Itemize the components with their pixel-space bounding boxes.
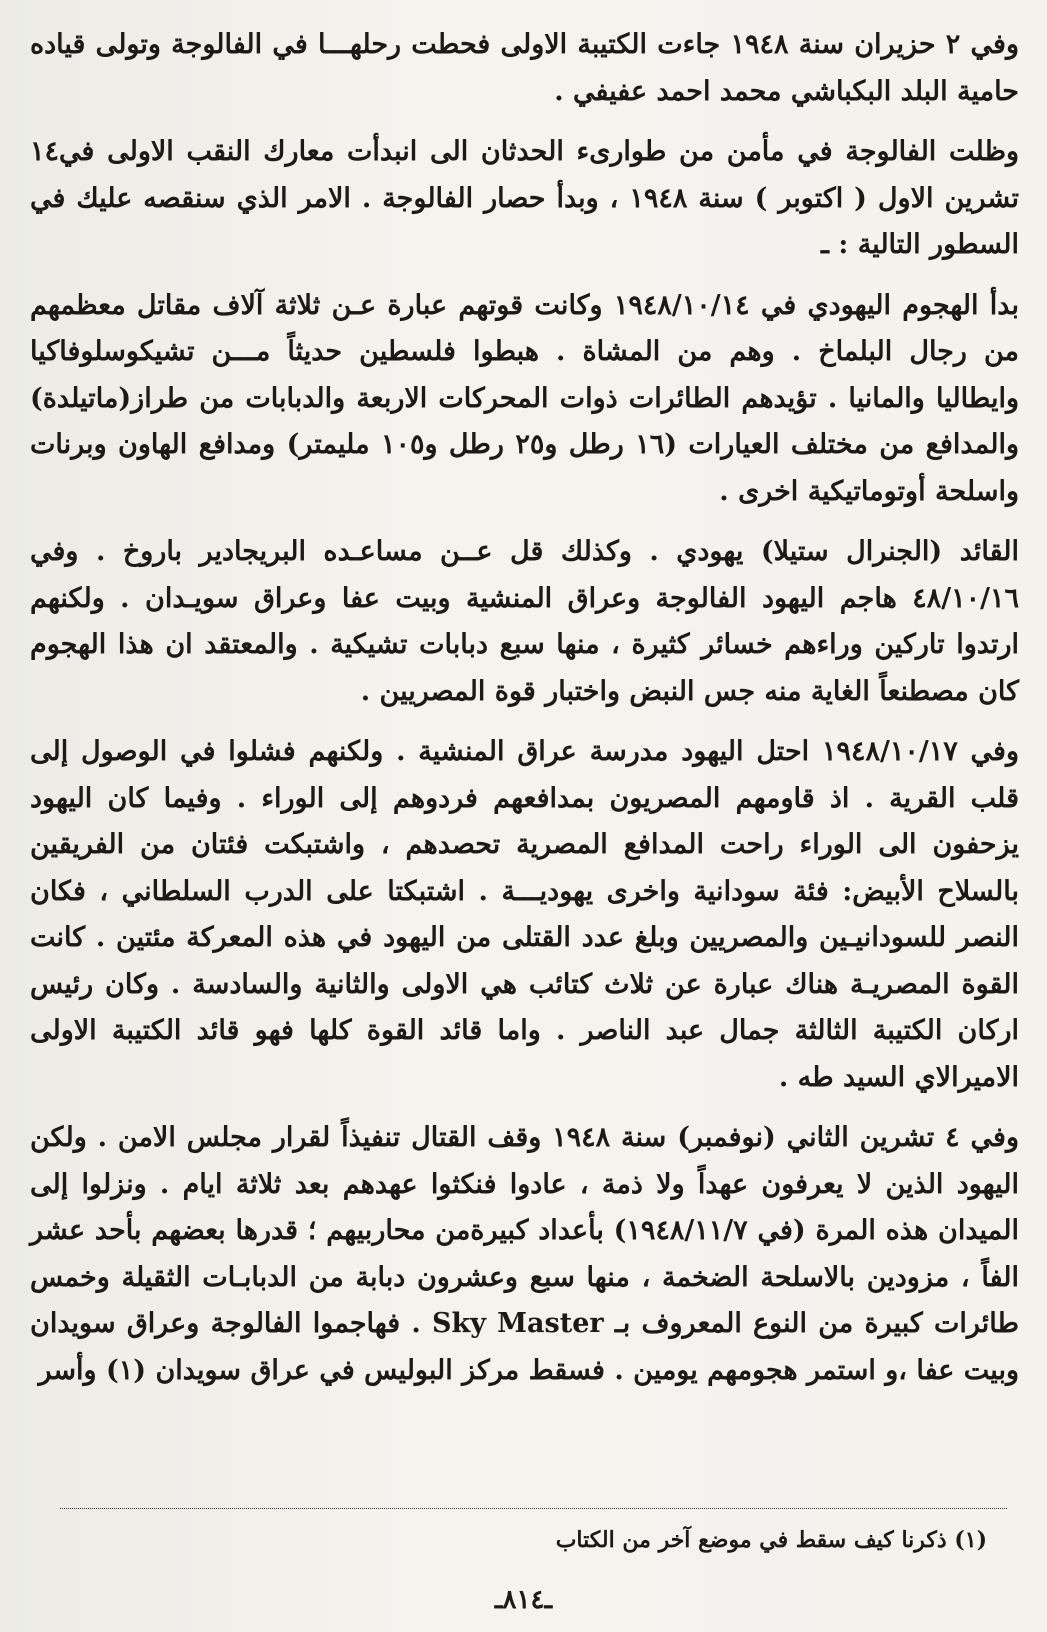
paragraph: وفي ٢ حزيران سنة ١٩٤٨ جاءت الكتيبة الاولى فحطت رحلهـــا في الفالوجة وتولى قياده حامية البلد البكباشي محمد احمد عفيفي . [30, 29, 1019, 107]
paragraph: بدأ الهجوم اليهودي في ١٩٤٨/١٠/١٤ وكانت قوتهم عبارة عـن ثلاثة آلاف مقاتل معظمهم من رجال البلماخ . وهم من المشاة . هبطوا فلسطين حديثاً مـــن تشيكوسلوفاكيا وايطاليا والمانيا . تؤيدهم الطائرات ذوات المحركات الاربعة والدبابات من طراز(ماتيلدة) والمدافع من مختلف العيارات (١٦ رطل و٢٥ رطل و١٠٥ مليمتر) ومدافع الهاون وبرنات واسلحة أوتوماتيكية اخرى . [30, 289, 1019, 507]
paragraph: وفي ١٩٤٨/١٠/١٧ احتل اليهود مدرسة عراق المنشية . ولكنهم فشلوا في الوصول إلى قلب القرية . اذ قاومهم المصريون بمدافعهم فردوهم إلى الوراء . وفيما كان اليهود يزحفون الى الوراء راحت المدافع المصرية تحصدهم ، واشتبكت فئتان من الفريقين بالسلاح الأبيض: فئة سودانية واخرى يهوديـــة . اشتبكتا على الدرب السلطاني ، فكان النصر للسودانيـين والمصريين وبلغ عدد القتلى من اليهود في هذه المعركة مئتين . كانت القوة المصريـة هناك عبارة عن ثلاث كتائب هي الاولى والثانية والسادسة . وكان رئيس اركان الكتيبة الثالثة جمال عبد الناصر . واما قائد القوة كلها فهو قائد الكتيبة الاولى الاميرالاي السيد طه . [30, 736, 1019, 1093]
body-text [30, 22, 1019, 1394]
paragraph: وظلت الفالوجة في مأمن من طوارىء الحدثان الى انبدأت معارك النقب الاولى في١٤ تشرين الاول ( اكتوبر ) سنة ١٩٤٨ ، وبدأ حصار الفالوجة . الامر الذي سنقصه عليك في السطور التالية : ـ [30, 136, 1020, 260]
paragraph: وفي ٤ تشرين الثاني (نوفمبر) سنة ١٩٤٨ وقف القتال تنفيذاً لقرار مجلس الامن . ولكن اليهود الذين لا يعرفون عهداً ولا ذمة ، عادوا فنكثوا عهدهم بعد ثلاثة ايام . ونزلوا إلى الميدان هذه المرة (في ١٩٤٨/١١/٧) بأعداد كبيرةمن محاربيهم ؛ قدرها بعضهم بأحد عشر الفاً ، مزودين بالاسلحة الضخمة ، منها سبع وعشرون دبابة من الدبابـات الثقيلة وخمس طائرات كبيرة من النوع المعروف بـ Sky Master . فهاجموا الفالوجة وعراق سويدان وبيت عفا ،و استمر هجومهم يومين . فسقط مركز البوليس في عراق سويدان (١) وأسر [30, 1122, 1019, 1386]
page-number: ـ٨١٤ـ [494, 1585, 553, 1615]
paragraph: القائد (الجنرال ستيلا) يهودي . وكذلك قل عــن مساعـده البريجادير باروخ . وفي ٤٨/١٠/١٦ هاجم اليهود الفالوجة وعراق المنشية وبيت عفا وعراق سويـدان . ولكنهم ارتدوا تاركين وراءهم خسائر كثيرة ، منها سبع دبابات تشيكية . والمعتقد ان هذا الهجوم كان مصطنعاً الغاية منه جس النبض واختبار قوة المصريين . [30, 536, 1019, 707]
footnote: (١) ذكرنا كيف سقط في موضع آخر من الكتاب [555, 1527, 987, 1553]
footnote-divider [60, 1508, 1007, 1509]
